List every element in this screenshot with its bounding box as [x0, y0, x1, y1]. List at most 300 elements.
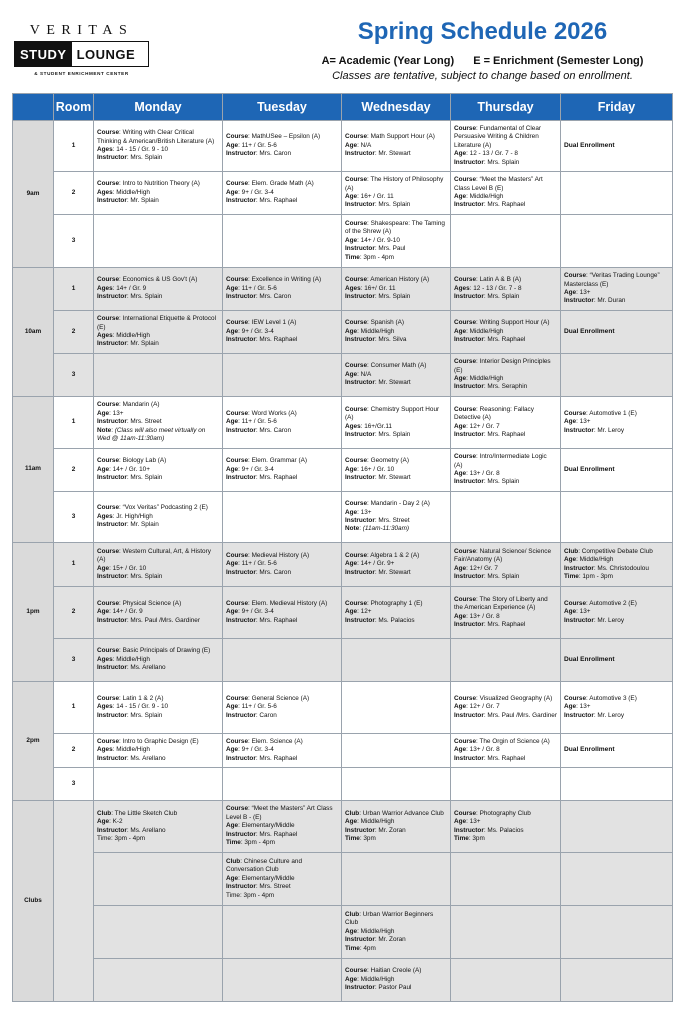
cell-line: Course: Math Support Hour (A) — [345, 133, 435, 141]
cell-value: General Science (A) — [251, 694, 310, 702]
cell-value: Mrs. Splain — [487, 478, 520, 486]
room-number: 2 — [54, 172, 94, 215]
dual-enrollment: Dual Enrollment — [564, 655, 615, 663]
cell-line: Age: Elementary/Middle — [226, 874, 295, 882]
cell-label: Ages — [345, 284, 361, 292]
cell-value: Mrs. Raphael — [487, 754, 526, 762]
cell-line: Age: 16+ / Gr. 10 — [345, 465, 395, 473]
cell-value: Mrs. Raphael — [487, 430, 526, 438]
cell-label: Course — [564, 599, 587, 607]
class-cell-fri — [561, 768, 673, 801]
cell-label: Age — [226, 560, 239, 568]
cell-line: Age: 12+/ Gr. 7 — [454, 564, 498, 572]
cell-label: Instructor — [97, 293, 127, 301]
cell-line: Course: Spanish (A) — [345, 319, 404, 327]
cell-line: Instructor: Mr. Leroy — [564, 616, 625, 624]
club-row — [13, 801, 673, 853]
legend — [290, 55, 675, 67]
cell-label: Time — [345, 834, 360, 842]
cell-value: Middle/High — [360, 818, 395, 826]
club-cell-fri — [561, 959, 673, 1002]
cell-line: Age: 11+ / Gr. 5-6 — [226, 560, 277, 568]
cell-value: Jr. High/High — [116, 512, 153, 520]
schedule-row — [13, 354, 673, 397]
cell-value: 11+ / Gr. 5-6 — [241, 703, 277, 711]
cell-value: Mrs. Raphael — [487, 620, 526, 628]
cell-value: Mr. Leroy — [597, 426, 625, 434]
cell-label: Age — [454, 746, 467, 754]
class-cell-thu — [451, 268, 561, 311]
class-cell-fri — [561, 682, 673, 734]
cell-value: Mr. Stewart — [378, 150, 411, 158]
class-cell-fri — [561, 215, 673, 268]
cell-line: Age: 13+ / Gr. 8 — [454, 612, 500, 620]
cell-value: 12+/ Gr. 7 — [469, 564, 498, 572]
logo-subtitle: & STUDENT ENRICHMENT CENTER — [34, 71, 129, 76]
club-row — [13, 906, 673, 959]
class-cell-tue — [223, 639, 342, 682]
class-cell-wed — [342, 215, 451, 268]
club-cell-wed — [342, 853, 451, 906]
cell-line: Ages: 14 - 15 / Gr. 9 - 10 — [97, 146, 169, 153]
cell-value: 16+ / Gr. 10 — [360, 465, 395, 473]
cell-label: Course — [97, 694, 120, 702]
cell-line: Course: The History of Philosophy (A) — [345, 176, 444, 192]
cell-value: Ms. Palacios — [487, 826, 524, 834]
cell-value: Writing Support Hour (A) — [479, 319, 550, 327]
cell-value: 14+ / Gr. 9+ — [360, 560, 395, 568]
cell-label: Age — [454, 612, 467, 620]
class-cell-wed — [342, 311, 451, 354]
cell-label: Instructor — [345, 936, 375, 944]
cell-line: Instructor: Mrs. Splain — [97, 711, 163, 719]
cell-line: Age: 13+ — [564, 289, 591, 296]
cell-value: Mrs. Caron — [259, 568, 291, 576]
room-number: 1 — [54, 682, 94, 734]
cell-line: Instructor: Mrs. Raphael — [454, 754, 526, 762]
cell-label: Age — [345, 818, 358, 826]
cell-line: Course: Elem. Grammar (A) — [226, 457, 307, 465]
cell-line: Instructor: Mrs. Seraphin — [454, 383, 528, 391]
class-cell-mon — [94, 311, 223, 354]
cell-line: Instructor: Ms. Christodoulou — [564, 564, 649, 572]
cell-line: Instructor: Mrs. Street — [97, 418, 162, 426]
cell-line: Course: Automotive 2 (E) — [564, 599, 637, 607]
cell-value: American History (A) — [370, 276, 430, 284]
cell-line: Ages: Middle/High — [97, 332, 150, 339]
club-cell-fri — [561, 853, 673, 906]
cell-label: Age — [226, 874, 239, 882]
cell-value: Mrs. Caron — [259, 426, 291, 434]
club-cell-mon — [94, 853, 223, 906]
cell-line: Club: Urban Warrior Advance Club — [345, 809, 444, 817]
cell-line: Age: 14+ / Gr. 9+ — [345, 560, 395, 568]
cell-label: Instructor — [454, 293, 484, 301]
cell-label: Course — [454, 358, 477, 366]
cell-label: Age — [97, 818, 110, 826]
cell-line: Course: Latin A & B (A) — [454, 276, 522, 284]
header-room: Room — [54, 94, 94, 121]
cell-label: Course — [97, 504, 120, 512]
cell-value: 4pm — [363, 944, 376, 952]
cell-value: Urban Warrior Advance Club — [362, 809, 444, 817]
club-cell-wed — [342, 801, 451, 853]
cell-label: Instructor — [226, 474, 256, 482]
cell-label: Instructor — [345, 293, 375, 301]
cell-line: Course: The Orgin of Science (A) — [454, 737, 550, 745]
cell-value: 15+ / Gr. 10 — [112, 564, 147, 572]
cell-label: Course — [345, 599, 368, 607]
cell-line: Note: (Class will also meet virtually on Wed @ 11am-11:30am) — [97, 426, 206, 443]
cell-line: Ages: Middle/High — [97, 746, 150, 754]
cell-label: Age — [454, 564, 467, 572]
cell-label: Course — [226, 276, 249, 284]
cell-line: Course: American History (A) — [345, 276, 430, 284]
cell-line: Age: 13+ — [454, 818, 481, 826]
cell-line: Instructor: Mr. Leroy — [564, 426, 625, 434]
cell-value: Haitian Creole (A) — [370, 967, 422, 975]
cell-label: Instructor — [226, 568, 256, 576]
club-cell-mon — [94, 801, 223, 853]
header-thursday: Thursday — [451, 94, 561, 121]
class-cell-thu — [451, 397, 561, 449]
cell-label: Club — [345, 809, 360, 817]
cell-line: Age: 14+ / Gr. 9 — [97, 608, 143, 616]
cell-value: 11+ / Gr. 5-6 — [241, 418, 277, 426]
cell-label: Course — [454, 809, 477, 817]
cell-value: 14+ / Gr. 9 — [116, 284, 147, 292]
cell-label: Course — [226, 319, 249, 327]
cell-value: Competitive Debate Club — [581, 547, 653, 555]
cell-line: Club: The Little Sketch Club — [97, 809, 178, 817]
cell-label: Club — [345, 910, 360, 918]
cell-value: Spanish (A) — [370, 319, 404, 327]
class-cell-mon — [94, 768, 223, 801]
club-cell-wed — [342, 906, 451, 959]
cell-value: Mr. Zoran — [378, 826, 406, 834]
cell-line: Instructor: Mrs. Raphael — [226, 197, 298, 205]
cell-value: Ms. Arellano — [130, 826, 166, 834]
cell-value: The Orgin of Science (A) — [479, 737, 550, 745]
cell-line: Instructor: Mr. Duran — [564, 297, 626, 305]
cell-line: Instructor: Mrs. Splain — [97, 572, 163, 580]
class-cell-mon — [94, 215, 223, 268]
cell-line: Age: 11+ / Gr. 5-6 — [226, 284, 277, 292]
club-cell-fri — [561, 906, 673, 959]
class-cell-mon — [94, 121, 223, 172]
cell-value: Mr. Zoran — [378, 936, 406, 944]
cell-label: Instructor — [345, 517, 375, 524]
cell-line: Age: 13+ / Gr. 8 — [454, 746, 500, 754]
cell-label: Course — [454, 124, 477, 132]
cell-line: Course: Writing with Clear Critical Thinking & American/British Literature (A) — [97, 129, 215, 145]
class-cell-tue — [223, 587, 342, 639]
cell-label: Course — [564, 272, 587, 280]
cell-value: Elementary/Middle — [241, 822, 295, 830]
class-cell-fri — [561, 639, 673, 682]
cell-label: Age — [454, 703, 467, 711]
class-cell-wed — [342, 682, 451, 734]
cell-value: Middle/High — [116, 188, 150, 196]
cell-value: 13+ — [579, 289, 591, 296]
cell-line: Instructor: Mr. Splain — [97, 197, 159, 205]
cell-line: Instructor: Mrs. Splain — [97, 474, 163, 482]
cell-label: Ages — [97, 332, 113, 339]
cell-label: Course — [97, 180, 120, 188]
cell-line: Age: N/A — [345, 141, 372, 149]
cell-value: (11am-11:30am) — [362, 525, 410, 533]
cell-value: Elementary/Middle — [241, 874, 295, 882]
class-cell-thu — [451, 449, 561, 492]
cell-value: 3pm — [472, 834, 485, 842]
club-cell-thu — [451, 959, 561, 1002]
legend-enrichment: E = Enrichment (Semester Long) — [473, 55, 644, 67]
cell-label: Ages — [345, 422, 361, 430]
cell-label: Age — [345, 508, 358, 516]
cell-value: Ms. Christodoulou — [597, 564, 649, 572]
cell-line: Instructor: Mr. Leroy — [564, 711, 625, 719]
cell-value: Mrs. Street — [259, 883, 291, 891]
cell-label: Instructor — [345, 430, 375, 438]
class-cell-tue — [223, 449, 342, 492]
cell-value: Mrs. Splain — [130, 474, 163, 482]
cell-line: Course: Physical Science (A) — [97, 599, 182, 607]
time-slot: 9am — [13, 121, 54, 268]
cell-line: Instructor: Mrs. Silva — [345, 336, 407, 344]
cell-line: Age: Middle/High — [345, 975, 395, 983]
cell-line: Club: Chinese Culture and Conversation Club — [226, 857, 303, 874]
cell-line: Instructor: Mrs. Raphael — [454, 336, 526, 344]
cell-value: MathUSee – Epsilon (A) — [251, 133, 321, 141]
cell-value: 11+ / Gr. 5-6 — [241, 141, 277, 149]
cell-value: Middle/High — [469, 375, 504, 382]
cell-label: Time — [226, 839, 241, 847]
cell-line: Instructor: Mr. Zoran — [345, 826, 406, 834]
class-cell-wed — [342, 768, 451, 801]
cell-label: Course — [454, 276, 477, 284]
cell-label: Instructor — [454, 430, 484, 438]
cell-line: Age: 9+ / Gr. 3-4 — [226, 327, 274, 335]
class-cell-mon — [94, 587, 223, 639]
cell-value: 9+ / Gr. 3-4 — [241, 746, 274, 754]
cell-line: Note: (11am-11:30am) — [345, 525, 410, 533]
cell-line: Instructor: Mrs. Caron — [226, 150, 291, 158]
cell-line: Instructor: Mrs. Splain — [345, 201, 411, 209]
cell-line: Course: International Etiquette & Protocol (E) — [97, 315, 217, 331]
schedule-row — [13, 682, 673, 734]
cell-label: Ages — [97, 655, 113, 663]
cell-line: Course: Mandarin (A) — [97, 401, 160, 409]
cell-line: Course: Chemistry Support Hour (A) — [345, 405, 440, 422]
cell-label: Age — [564, 608, 577, 616]
cell-label: Course — [97, 599, 120, 607]
cell-value: Middle/High — [116, 655, 150, 663]
cell-line: Instructor: Mrs. Raphael — [226, 336, 298, 344]
logo-wordmark: VERITAS — [29, 23, 134, 38]
cell-value: 11+ / Gr. 5-6 — [241, 560, 277, 568]
dual-enrollment: Dual Enrollment — [564, 746, 615, 754]
schedule-row — [13, 734, 673, 768]
cell-value: Mr. Stewart — [378, 474, 411, 482]
cell-line: Course: Fundamental of Clear Persuasive Writing & Children Literature (A) — [454, 124, 542, 149]
cell-value: 13+ / Gr. 8 — [469, 612, 500, 620]
room-number: 3 — [54, 215, 94, 268]
cell-label: Course — [345, 967, 368, 975]
cell-value: Automotive 3 (E) — [589, 694, 637, 702]
cell-value: 13+ — [579, 703, 591, 711]
cell-line: Course: General Science (A) — [226, 694, 310, 702]
class-cell-mon — [94, 397, 223, 449]
cell-value: Mrs. Splain — [487, 572, 520, 580]
header-monday: Monday — [94, 94, 223, 121]
room-number: 2 — [54, 587, 94, 639]
cell-value: Mrs. Splain — [378, 201, 411, 209]
cell-value: 13+ / Gr. 8 — [469, 746, 500, 754]
class-cell-thu — [451, 492, 561, 543]
cell-line: Instructor: Mr. Splain — [97, 521, 159, 529]
class-cell-fri — [561, 397, 673, 449]
class-cell-tue — [223, 215, 342, 268]
cell-value: Photography 1 (E) — [370, 599, 423, 607]
cell-value: The History of Philosophy (A) — [345, 176, 444, 192]
club-row — [13, 959, 673, 1002]
cell-line: Instructor: Mrs. Raphael — [454, 430, 526, 438]
cell-line: Course: “Meet the Masters” Art Class Level B - (E) — [226, 805, 333, 821]
schedule-row — [13, 172, 673, 215]
dual-enrollment: Dual Enrollment — [564, 141, 615, 149]
cell-label: Age — [564, 556, 577, 564]
cell-label: Course — [97, 401, 120, 409]
class-cell-mon — [94, 172, 223, 215]
schedule-row — [13, 543, 673, 587]
cell-label: Course — [226, 805, 249, 813]
cell-value: Middle/High — [360, 327, 395, 335]
club-cell-thu — [451, 906, 561, 959]
cell-line: Ages: Middle/High — [97, 655, 150, 663]
club-room — [54, 801, 94, 1002]
time-slot: 10am — [13, 268, 54, 397]
cell-value: 13+ — [469, 818, 481, 826]
cell-line: Age: Middle/High — [564, 556, 614, 564]
cell-line: Age: 13+ — [345, 508, 372, 516]
cell-label: Instructor — [97, 340, 127, 348]
cell-line: Course: Haitian Creole (A) — [345, 967, 422, 975]
cell-label: Time — [564, 572, 579, 580]
cell-label: Instructor — [226, 197, 256, 205]
cell-value: “Meet the Masters” Art Class Level B (E) — [454, 176, 543, 192]
cell-value: Elem. Grade Math (A) — [251, 180, 314, 188]
cell-label: Course — [226, 737, 249, 745]
class-cell-thu — [451, 121, 561, 172]
cell-label: Instructor — [226, 426, 256, 434]
cell-line: Instructor: Mrs. Raphael — [226, 830, 298, 838]
cell-label: Course — [454, 694, 477, 702]
cell-value: “Veritas Trading Lounge” Masterclass (E) — [564, 272, 660, 288]
cell-line: Course: Intro/Intermediate Logic (A) — [454, 453, 547, 469]
cell-value: Ms. Arellano — [130, 754, 166, 762]
cell-label: Age — [564, 418, 577, 426]
cell-value: Middle/High — [116, 746, 150, 754]
cell-line: Course: Mandarin - Day 2 (A) — [345, 500, 430, 508]
cell-value: 13+ — [579, 418, 591, 426]
cell-line: Instructor: Mrs. Paul /Mrs. Gardiner — [97, 616, 200, 624]
cell-value: 12 - 13 / Gr. 7 - 8 — [473, 284, 522, 292]
cell-label: Course — [454, 595, 477, 603]
cell-value: The Little Sketch Club — [114, 809, 178, 817]
cell-value: Reasoning: Fallacy Detective (A) — [454, 405, 534, 422]
cell-value: Geometry (A) — [370, 457, 409, 465]
cell-value: Ms. Arellano — [130, 664, 166, 672]
club-cell-mon — [94, 959, 223, 1002]
cell-line: Ages: 14+ / Gr. 9 — [97, 284, 147, 292]
cell-label: Age — [454, 327, 467, 335]
cell-line: Time: 3pm - 4pm — [226, 839, 275, 847]
logo — [14, 24, 149, 76]
cell-label: Course — [97, 129, 120, 137]
class-cell-fri — [561, 734, 673, 768]
class-cell-wed — [342, 449, 451, 492]
schedule-row — [13, 121, 673, 172]
cell-label: Age — [226, 746, 239, 754]
cell-line: Course: Automotive 1 (E) — [564, 409, 637, 417]
room-number: 3 — [54, 354, 94, 397]
cell-line: Course: Photography 1 (E) — [345, 599, 423, 607]
cell-line: Ages: Middle/High — [97, 188, 150, 196]
class-cell-tue — [223, 492, 342, 543]
cell-value: Mr. Splain — [130, 197, 159, 205]
cell-line: Instructor: Ms. Palacios — [454, 826, 524, 834]
cell-label: Instructor — [345, 474, 375, 482]
cell-line: Course: Elem. Science (A) — [226, 737, 303, 745]
cell-value: 3pm - 4pm — [244, 839, 275, 847]
class-cell-fri — [561, 268, 673, 311]
schedule-row — [13, 268, 673, 311]
cell-line: Age: 13+ — [97, 409, 124, 417]
cell-value: Photography Club — [479, 809, 531, 817]
cell-label: Club — [564, 547, 579, 555]
cell-value: Algebra 1 & 2 (A) — [370, 551, 420, 559]
cell-value: Mrs. Raphael — [259, 197, 298, 205]
legend-academic: A= Academic (Year Long) — [321, 55, 455, 67]
cell-value: Middle/High — [360, 975, 395, 983]
cell-label: Age — [226, 327, 239, 335]
cell-value: 12+ / Gr. 7 — [469, 703, 500, 711]
cell-line: Course: Interior Design Principles (E) — [454, 358, 551, 374]
cell-line: Age: Middle/High — [345, 927, 395, 935]
cell-label: Time — [226, 891, 240, 899]
cell-value: Word Works (A) — [251, 409, 297, 417]
cell-line: Course: Elem. Medieval History (A) — [226, 599, 328, 607]
cell-line: Instructor: Mr. Zoran — [345, 936, 406, 944]
cell-label: Time — [345, 944, 360, 952]
cell-label: Instructor — [454, 754, 484, 762]
cell-value: Mrs. Street — [378, 517, 410, 524]
cell-value: 12 - 13 / Gr. 7 - 8 — [469, 150, 518, 158]
cell-value: Ms. Palacios — [378, 616, 415, 624]
time-slot: 2pm — [13, 682, 54, 801]
class-cell-wed — [342, 543, 451, 587]
cell-value: Physical Science (A) — [122, 599, 182, 607]
cell-label: Ages — [97, 146, 113, 153]
cell-line: Instructor: Mrs. Splain — [345, 293, 411, 301]
cell-line: Instructor: Mrs. Splain — [454, 158, 520, 166]
cell-label: Ages — [97, 188, 113, 196]
cell-value: 14+ / Gr. 9-10 — [360, 236, 400, 244]
cell-value: 1pm - 3pm — [582, 572, 613, 580]
cell-value: Urban Warrior Beginners Club — [345, 910, 434, 927]
class-cell-thu — [451, 682, 561, 734]
cell-label: Instructor — [454, 826, 484, 834]
